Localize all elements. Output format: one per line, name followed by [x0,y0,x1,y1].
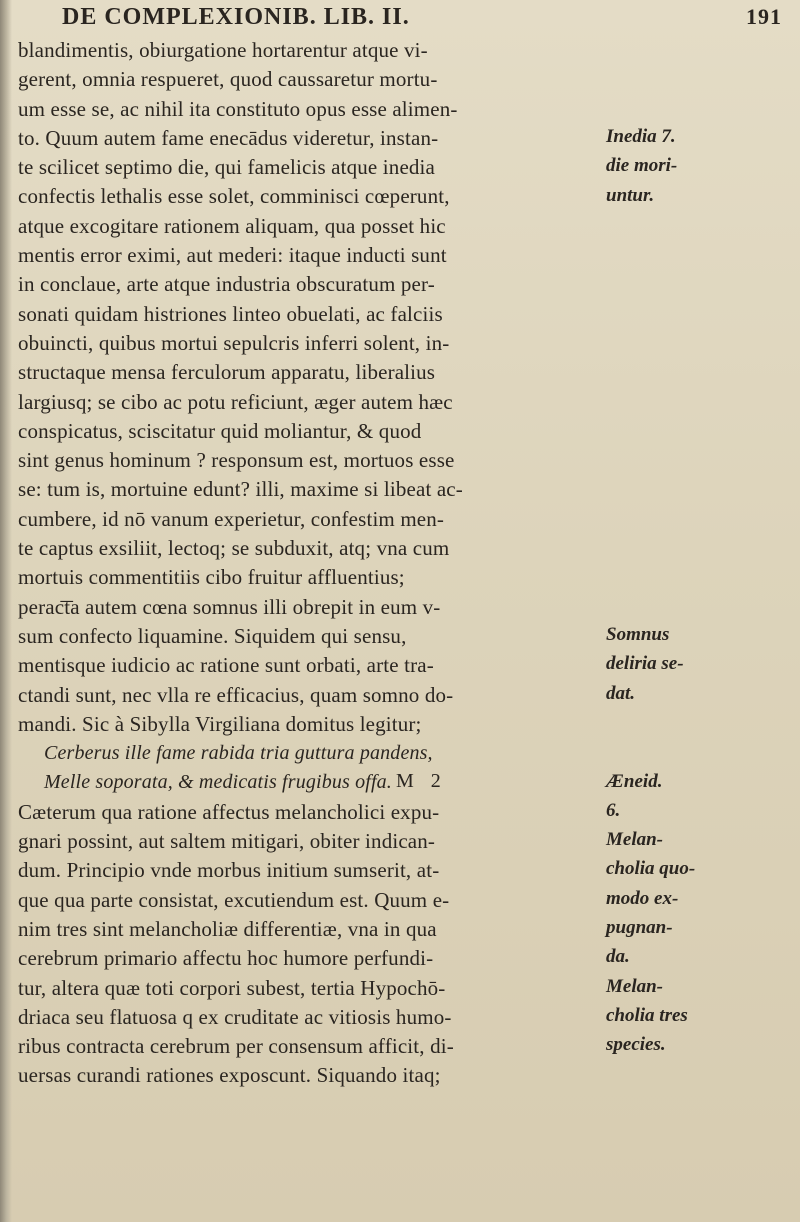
marginal-note: die mori- [606,155,678,177]
marginal-note: Somnus [606,624,670,645]
text-line: dum. Principio vnde morbus initium sumserit, at- [18,858,440,883]
text-line: atque excogitare rationem aliquam, qua posset hic [18,213,446,238]
text-line: tur, altera quæ toti corpori subest, tertia Hypochō- [18,975,446,1000]
marginal-note: pugnan- [606,917,673,938]
verse-line: Cerberus ille fame rabida tria guttura pandens, [44,742,433,765]
marginal-note: Inedia 7. [606,125,676,147]
text-line: blandimentis, obiurgatione hortarentur atque vi- [18,38,428,62]
text-line: mentisque iudicio ac ratione sunt orbati, arte tra- [18,653,434,678]
text-line: in conclaue, arte atque industria obscuratum per- [18,272,435,297]
text-line: nim tres sint melancholiæ differentiæ, vna in qua [18,916,437,941]
text-line: te captus exsiliit, lectoq; se subduxit, atq; vna cum [18,536,450,561]
text-line: uersas curandi rationes exposcunt. Siquando itaq; [18,1063,441,1088]
text-line: se: tum is, mortuine edunt? illi, maxime si libeat ac- [18,477,463,502]
marginal-note: species. [606,1034,666,1056]
text-line: largiusq; se cibo ac potu reficiunt, æger autem hæc [18,389,453,414]
text-line: driaca seu flatuosa q ex cruditate ac vitiosis humo- [18,1004,452,1029]
text-line: ctandi sunt, nec vlla re efficacius, quam somno do- [18,682,454,707]
marginal-note: Melan- [606,829,663,851]
text-line: que qua parte consistat, excutiendum est. Quum e- [18,887,450,912]
marginal-note: da. [606,946,630,968]
page-number: 191 [746,4,782,29]
text-line: cumbere, id nō vanum experietur, confestim men- [18,506,445,531]
marginal-note: Æneid. [606,770,663,792]
text-line: Cæterum qua ratione affectus melancholici expu- [18,799,440,824]
running-head-title: DE COMPLEXIONIB. LIB. II. [62,4,410,30]
text-line: te scilicet septimo die, qui famelicis atque inedia [18,155,436,180]
text-line: perac͞ta autem cœna somnus illi obrepit in eum v- [18,594,441,619]
body-text [18,36,600,1091]
marginal-note: deliria se- [606,653,684,675]
text-line: cerebrum primario affectu hoc humore perfundi- [18,946,434,971]
text-line: sum confecto liquamine. Siquidem qui sensu, [18,623,407,648]
marginal-note: cholia tres [606,1004,688,1026]
text-line: um esse se, ac nihil ita constituto opus esse alimen- [18,96,458,121]
page-edge-shadow [0,0,12,1222]
text-line: sonati quidam histriones linteo obuelati, ac falciis [18,301,443,326]
marginal-note: 6. [606,799,621,821]
text-line: gnari possint, aut saltem mitigari, obiter indican- [18,829,436,854]
text-line: mentis error eximi, aut mederi: itaque inducti sunt [18,243,447,268]
signature-mark: M 2 [396,770,447,792]
text-line: mortuis commentitiis cibo fruitur affluentius; [18,565,405,590]
running-head [62,4,782,34]
text-line: sint genus hominum ? responsum est, mortuos esse [18,448,455,473]
text-line: obuincti, quibus mortui sepulcris inferri solent, in- [18,330,450,355]
marginal-note: modo ex- [606,887,679,909]
marginal-note: cholia quo- [606,858,696,880]
text-line: ribus contracta cerebrum per consensum afficit, di- [18,1034,454,1059]
verse-line: Melle soporata, & medicatis frugibus offa. [44,771,392,794]
text-line: gerent, omnia respueret, quod caussaretur mortu- [18,67,438,92]
text-line: mandi. Sic à Sibylla Virgiliana domitus legitur; [18,711,422,736]
marginal-note: dat. [606,682,636,704]
text-line: conspicatus, sciscitatur quid moliantur, & quod [18,418,422,443]
text-line: to. Quum autem fame enecādus videretur, instan- [18,125,439,150]
text-line: confectis lethalis esse solet, comminisci cœperunt, [18,184,450,209]
marginal-note: untur. [606,184,655,206]
text-line: structaque mensa ferculorum apparatu, liberalius [18,360,436,385]
marginal-note: Melan- [606,975,663,997]
